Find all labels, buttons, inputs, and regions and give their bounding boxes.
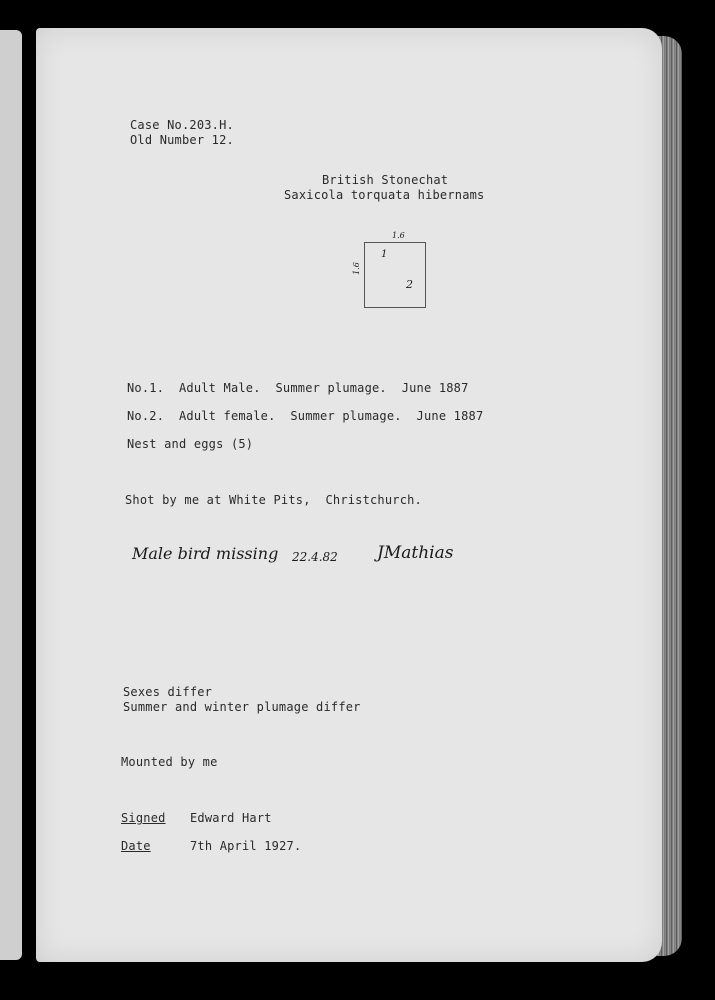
handwritten-date: 22.4.82 [292,550,338,564]
specimen-line-2: No.2. Adult female. Summer plumage. June 1887 [127,409,484,423]
diagram-width-label: 1.6 [392,231,405,240]
diagram-height-label: 1.6 [351,262,361,275]
mounted-line: Mounted by me [121,755,218,769]
collection-line: Shot by me at White Pits, Christchurch. [125,493,422,507]
specimen-line-1: No.1. Adult Male. Summer plumage. June 1887 [127,381,469,395]
specimen-line-3: Nest and eggs (5) [127,437,254,451]
diagram-position-2: 2 [406,278,413,291]
signed-label: Signed [121,811,166,825]
old-number: Old Number 12. [130,133,234,147]
facing-page-edge [0,30,22,960]
book-spine [22,28,36,964]
date-value: 7th April 1927. [190,839,302,853]
handwritten-signature: JMathias [377,543,454,563]
date-label: Date [121,839,151,853]
latin-name: Saxicola torquata hibernams [284,188,485,202]
diagram-position-1: 1 [381,249,388,260]
notes-line-2: Summer and winter plumage differ [123,700,361,714]
handwritten-note: Male bird missing [132,544,279,563]
signed-value: Edward Hart [190,811,272,825]
notes-line-1: Sexes differ [123,685,213,699]
common-name: British Stonechat [322,173,449,187]
case-number: Case No.203.H. [130,118,234,132]
case-layout-diagram [364,242,426,308]
